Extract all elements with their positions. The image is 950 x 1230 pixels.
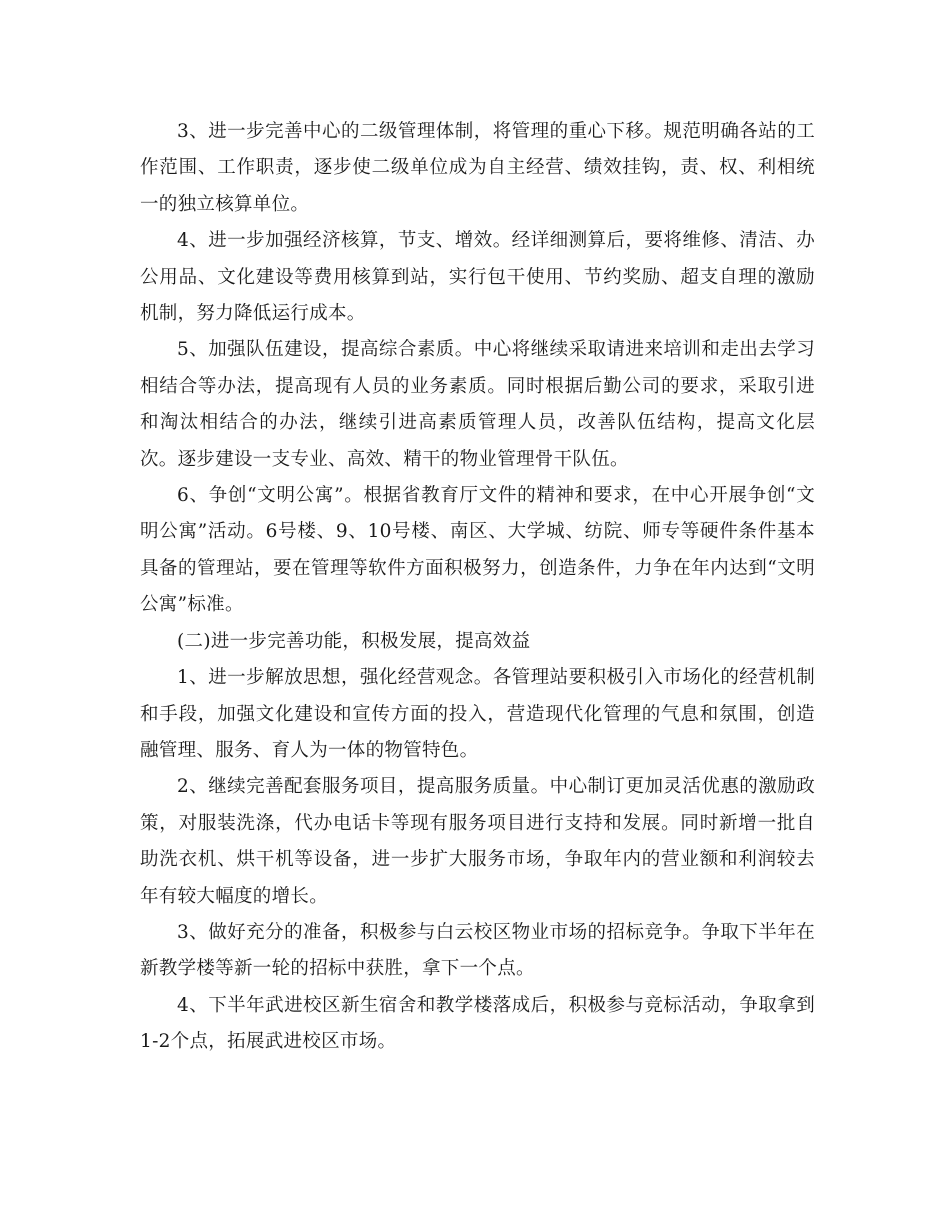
paragraph-item-2-service-projects: 2、继续完善配套服务项目，提高服务质量。中心制订更加灵活优惠的激励政策，对服装洗涤，代办电话卡等现有服务项目进行支持和发展。同时新增一批自助洗衣机、烘干机等设备，进一步扩大服务市场，争取年内的营业额和利润较去年有较大幅度的增长。: [140, 776, 815, 907]
paragraph-item-4-economic-accounting: 4、进一步加强经济核算，节支、增效。经详细测算后，要将维修、清洁、办公用品、文化建设等费用核算到站，实行包干使用、节约奖励、超支自理的激励机制，努力降低运行成本。: [140, 230, 815, 325]
paragraph-item-5-team-building: 5、加强队伍建设，提高综合素质。中心将继续采取请进来培训和走出去学习相结合等办法，提高现有人员的业务素质。同时根据后勤公司的要求，采取引进和淘汰相结合的办法，继续引进高素质管理人员，改善队伍结构，提高文化层次。逐步建设一支专业、高效、精干的物业管理骨干队伍。: [140, 339, 815, 470]
paragraph-item-1-emancipate-thinking: 1、进一步解放思想，强化经营观念。各管理站要积极引入市场化的经营机制和手段，加强文化建设和宣传方面的投入，营造现代化管理的气息和氛围，创造融管理、服务、育人为一体的物管特色。: [140, 667, 815, 761]
paragraph-item-3-bidding: 3、做好充分的准备，积极参与白云校区物业市场的招标竞争。争取下半年在新教学楼等新一轮的招标中获胜，拿下一个点。: [140, 921, 815, 980]
document-body: [140, 114, 815, 1061]
paragraph-item-3-management-system: 3、进一步完善中心的二级管理体制，将管理的重心下移。规范明确各站的工作范围、工作职责，逐步使二级单位成为自主经营、绩效挂钩，责、权、利相统一的独立核算单位。: [140, 121, 815, 215]
section-heading-2: (二)进一步完善功能，积极发展，提高效益: [177, 630, 531, 652]
paragraph-item-6-civilized-apartment: 6、争创“文明公寓”。根据省教育厅文件的精神和要求，在中心开展争创“文明公寓”活动。6号楼、9、10号楼、南区、大学城、纺院、师专等硬件条件基本具备的管理站，要在管理等软件方面积极努力，创造条件，力争在年内达到“文明公寓”标准。: [140, 485, 815, 616]
paragraph-item-4-wujin-campus: 4、下半年武进校区新生宿舍和教学楼落成后，积极参与竞标活动，争取拿到1-2个点，拓展武进校区市场。: [140, 994, 815, 1053]
